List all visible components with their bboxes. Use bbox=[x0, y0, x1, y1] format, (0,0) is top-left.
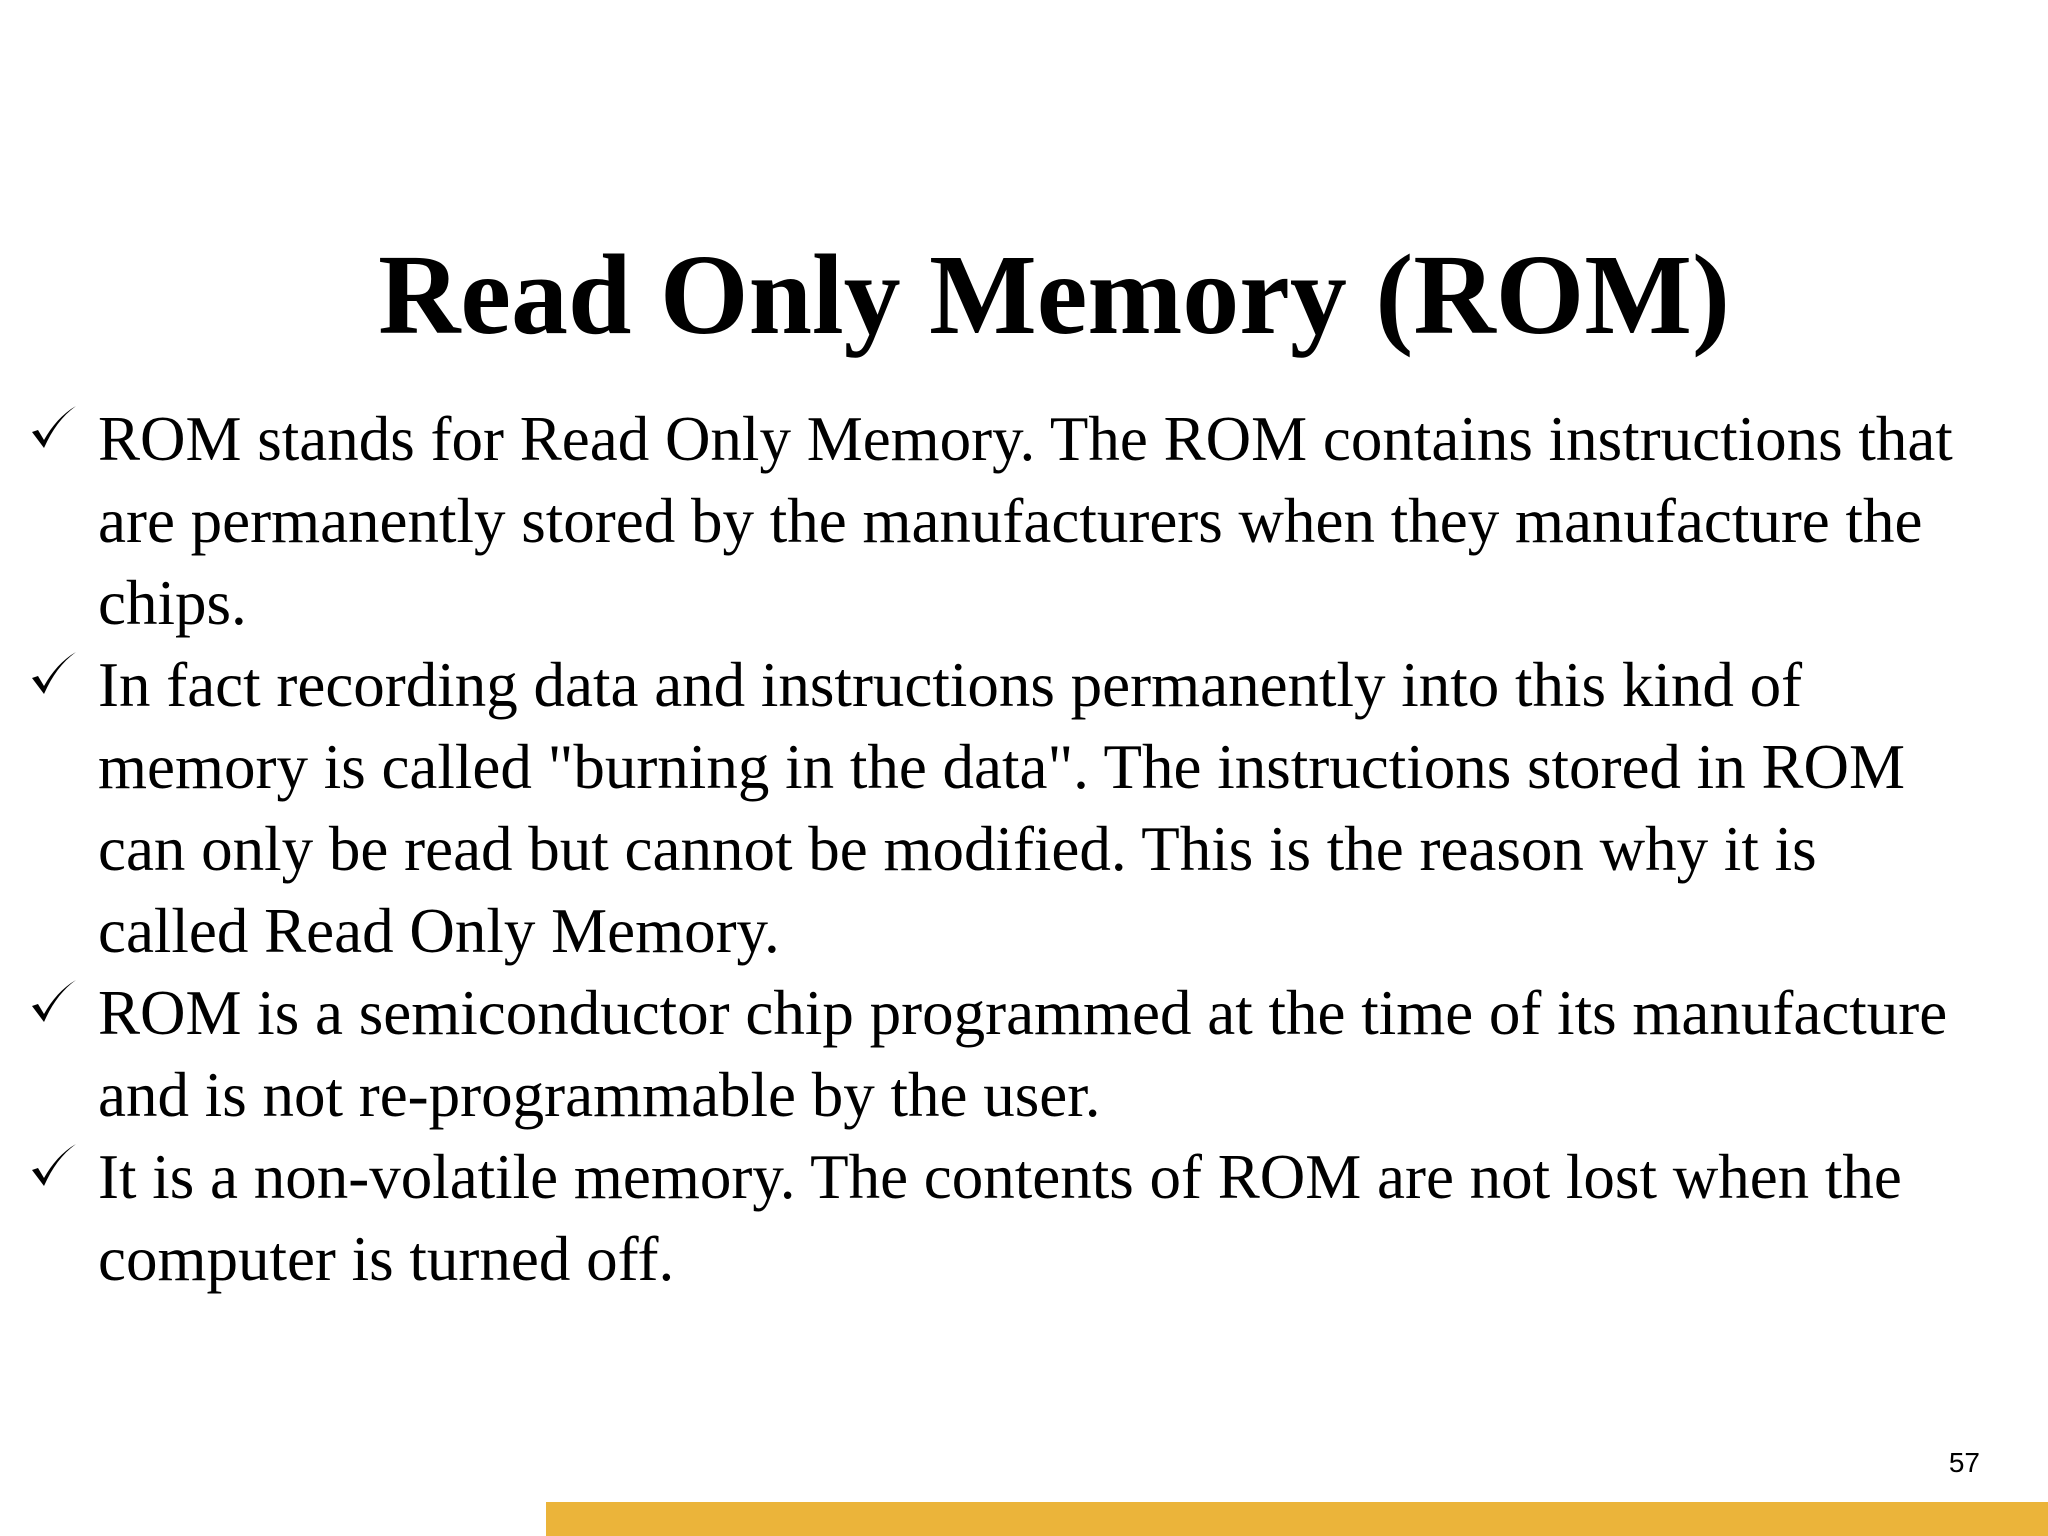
bullet-item bbox=[22, 644, 1972, 972]
bullet-item bbox=[22, 1136, 1972, 1300]
bullet-text: In fact recording data and instructions permanently into this kind of memory is called "burning in the data". The instructions stored in ROM can only be read but cannot be modified. This is the reason why it is called Read Only Memory. bbox=[98, 650, 1905, 966]
bullet-item bbox=[22, 398, 1972, 644]
page-number: 57 bbox=[1948, 1447, 1980, 1478]
bullet-item bbox=[22, 972, 1972, 1136]
bullet-text: It is a non-volatile memory. The contents of ROM are not lost when the computer is turned off. bbox=[98, 1142, 1902, 1294]
bullet-text: ROM stands for Read Only Memory. The ROM contains instructions that are permanently stored by the manufacturers when they manufacture the chips. bbox=[98, 404, 1953, 638]
slide-title: Read Only Memory (ROM) bbox=[378, 231, 1730, 358]
bullet-text: ROM is a semiconductor chip programmed at the time of its manufacture and is not re-programmable by the user. bbox=[98, 978, 1948, 1130]
accent-bar bbox=[546, 1502, 2048, 1536]
bullet-list bbox=[22, 398, 1972, 1300]
check-icon bbox=[22, 1138, 82, 1198]
check-icon bbox=[22, 646, 82, 706]
check-icon bbox=[22, 400, 82, 460]
check-icon bbox=[22, 974, 82, 1034]
